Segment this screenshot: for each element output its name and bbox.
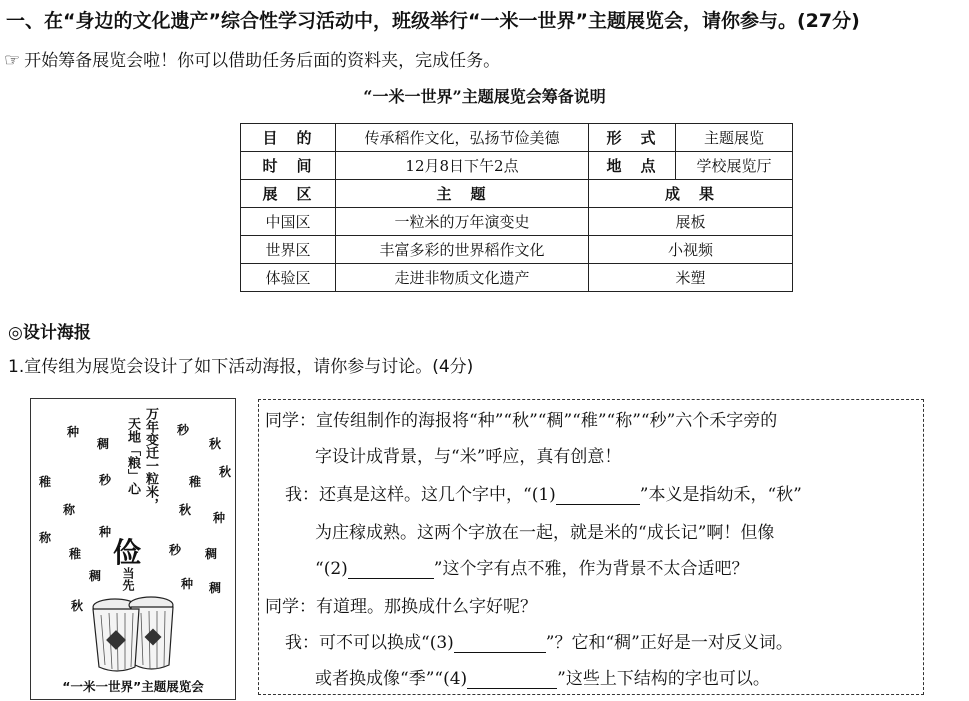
answer-blank-4[interactable] [467, 671, 557, 689]
poster-char: 秋 [219, 465, 232, 479]
table-cell: 12月8日下午2点 [336, 152, 589, 180]
table-cell: 小视频 [589, 236, 793, 264]
table-cell: 走进非物质文化遗产 [336, 264, 589, 292]
dialog-text: ”这个字有点不雅，作为背景不太合适吧？ [433, 559, 749, 579]
poster-char: 秋 [179, 503, 192, 517]
poster-char: 稠 [89, 569, 102, 583]
poster-char: 秋 [71, 599, 84, 613]
poster-char: 稠 [205, 547, 218, 561]
poster [30, 398, 236, 700]
table-cell: 目 的 [241, 124, 336, 152]
dialog-text: ”这些上下结构的字也可以。 [557, 669, 770, 689]
table-cell: 形 式 [589, 124, 676, 152]
hint-text: 开始筹备展览会啦！你可以借助任务后面的资料夹，完成任务。 [24, 51, 501, 71]
poster-char: 种 [181, 577, 194, 591]
dialog-text: ”？它和“稠”正好是一对反义词。 [545, 633, 793, 653]
pointing-hand-icon: ☞ [4, 50, 21, 71]
poster-char: 种 [213, 511, 226, 525]
poster-slogan-2: 天地「粮」心 [125, 417, 140, 495]
table-header-cell: 主 题 [336, 180, 589, 208]
table-row [241, 152, 793, 180]
dialog-text: ”本义是指幼禾，“秋” [639, 485, 802, 505]
table-cell: 中国区 [241, 208, 336, 236]
dialog-line: 同学：宣传组制作的海报将“种”“秋”“稠”“稚”“称”“秒”六个禾字旁的 [265, 411, 778, 431]
dialog-box [258, 399, 924, 695]
poster-big-char: 俭 [113, 536, 142, 569]
poster-char: 称 [39, 531, 52, 545]
table-cell: 一粒米的万年演变史 [336, 208, 589, 236]
table-cell: 世界区 [241, 236, 336, 264]
poster-slogan-1: 万年变迁一粒米， [143, 407, 158, 511]
question-1: 1.宣传组为展览会设计了如下活动海报，请你参与讨论。(4分) [8, 357, 474, 377]
question-title: 一、在“身边的文化遗产”综合性学习活动中，班级举行“一米一世界”主题展览会，请你参与。(27分) [6, 10, 860, 32]
table-cell: 时 间 [241, 152, 336, 180]
poster-char: 稚 [69, 547, 82, 561]
dialog-text: 我：还真是这样。这几个字中，“(1) [285, 485, 556, 505]
table-row [241, 236, 793, 264]
dialog-line [315, 554, 748, 579]
poster-char: 稚 [39, 475, 52, 489]
poster-footer: “一米一世界”主题展览会 [62, 679, 204, 694]
section-heading: ◎设计海报 [8, 323, 91, 343]
table-cell: 主题展览 [676, 124, 793, 152]
table-cell: 展板 [589, 208, 793, 236]
plan-table [240, 123, 793, 292]
table-cell: 地 点 [589, 152, 676, 180]
table-row [241, 208, 793, 236]
dialog-line [285, 628, 793, 653]
answer-blank-1[interactable] [556, 487, 640, 505]
poster-char: 稠 [97, 437, 110, 451]
table-cell: 学校展览厅 [676, 152, 793, 180]
poster-char: 稠 [209, 581, 222, 595]
dialog-text: 我：可不可以换成“(3) [285, 633, 454, 653]
dialog-text: “(2) [315, 559, 348, 579]
poster-char: 秒 [99, 473, 112, 487]
poster-char: 秒 [169, 543, 182, 557]
poster-char: 称 [63, 503, 76, 517]
table-row [241, 124, 793, 152]
table-cell: 米塑 [589, 264, 793, 292]
table-header-cell: 展 区 [241, 180, 336, 208]
poster-char: 秋 [209, 437, 222, 451]
poster-char: 种 [67, 425, 80, 439]
dialog-line: 字设计成背景，与“米”呼应，真有创意！ [315, 447, 622, 467]
dialog-line: 为庄稼成熟。这两个字放在一起，就是米的“成长记”啊！但像 [315, 523, 775, 543]
table-cell: 体验区 [241, 264, 336, 292]
poster-below-text: 当先 [121, 567, 135, 591]
hint-line [4, 46, 500, 71]
dialog-line: 同学：有道理。那换成什么字好呢？ [265, 597, 537, 617]
table-header-cell: 成 果 [589, 180, 793, 208]
table-cell: 传承稻作文化，弘扬节俭美德 [336, 124, 589, 152]
poster-char: 种 [99, 525, 112, 539]
poster-char: 秒 [177, 423, 190, 437]
rice-bowl-icon [85, 595, 185, 677]
dialog-text: 或者换成像“季”“(4) [315, 669, 468, 689]
table-header-row [241, 180, 793, 208]
poster-char: 稚 [189, 475, 202, 489]
dialog-line [315, 664, 770, 689]
answer-blank-3[interactable] [454, 635, 546, 653]
answer-blank-2[interactable] [348, 561, 434, 579]
table-cell: 丰富多彩的世界稻作文化 [336, 236, 589, 264]
dialog-line [285, 480, 802, 505]
table-caption: “一米一世界”主题展览会筹备说明 [363, 87, 606, 106]
table-row [241, 264, 793, 292]
